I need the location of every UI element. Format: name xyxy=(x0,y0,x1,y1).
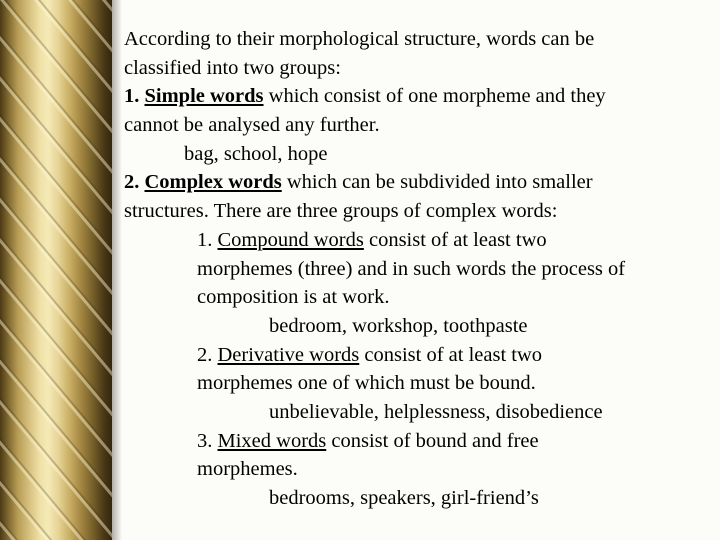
group1-example: bag, school, hope xyxy=(184,142,328,165)
intro-line-2: classified into two groups: xyxy=(124,56,341,79)
group1-term: Simple words xyxy=(144,85,264,108)
mixed-heading xyxy=(124,427,714,456)
derivative-example: unbelievable, helplessness, disobedience xyxy=(269,400,603,423)
derivative-heading xyxy=(124,341,714,370)
compound-definition: consist of at least two xyxy=(368,228,547,251)
group1-definition: which consist of one morpheme and they xyxy=(268,85,606,108)
mixed-number: 3. xyxy=(197,429,213,452)
group1-number: 1. xyxy=(124,85,140,108)
border-shadow xyxy=(112,0,122,540)
derivative-number: 2. xyxy=(197,343,213,366)
group2-number: 2. xyxy=(124,171,140,194)
compound-example: bedroom, workshop, toothpaste xyxy=(269,314,528,337)
mixed-definition: consist of bound and free xyxy=(331,429,539,452)
intro-line-1: According to their morphological structure, words can be xyxy=(124,28,595,50)
group2-term: Complex words xyxy=(144,171,282,194)
border-stripe-pattern xyxy=(0,0,112,540)
compound-heading xyxy=(124,226,714,255)
compound-definition-cont-2: composition is at work. xyxy=(197,286,390,309)
derivative-definition: consist of at least two xyxy=(364,343,543,366)
group1-heading xyxy=(124,82,714,111)
group2-definition: which can be subdivided into smaller xyxy=(286,171,593,194)
decorative-gold-border xyxy=(0,0,112,540)
mixed-term: Mixed words xyxy=(217,429,327,452)
derivative-definition-cont: morphemes one of which must be bound. xyxy=(197,372,536,395)
slide-body xyxy=(124,25,714,513)
derivative-term: Derivative words xyxy=(217,343,360,366)
compound-term: Compound words xyxy=(217,228,364,251)
compound-definition-cont: morphemes (three) and in such words the process of xyxy=(197,257,626,280)
compound-number: 1. xyxy=(197,228,213,251)
mixed-definition-cont: morphemes. xyxy=(197,458,298,481)
mixed-example: bedrooms, speakers, girl-friend’s xyxy=(269,487,539,509)
group2-definition-cont: structures. There are three groups of complex words: xyxy=(124,200,558,223)
group2-heading xyxy=(124,168,714,197)
group1-definition-cont: cannot be analysed any further. xyxy=(124,114,380,137)
